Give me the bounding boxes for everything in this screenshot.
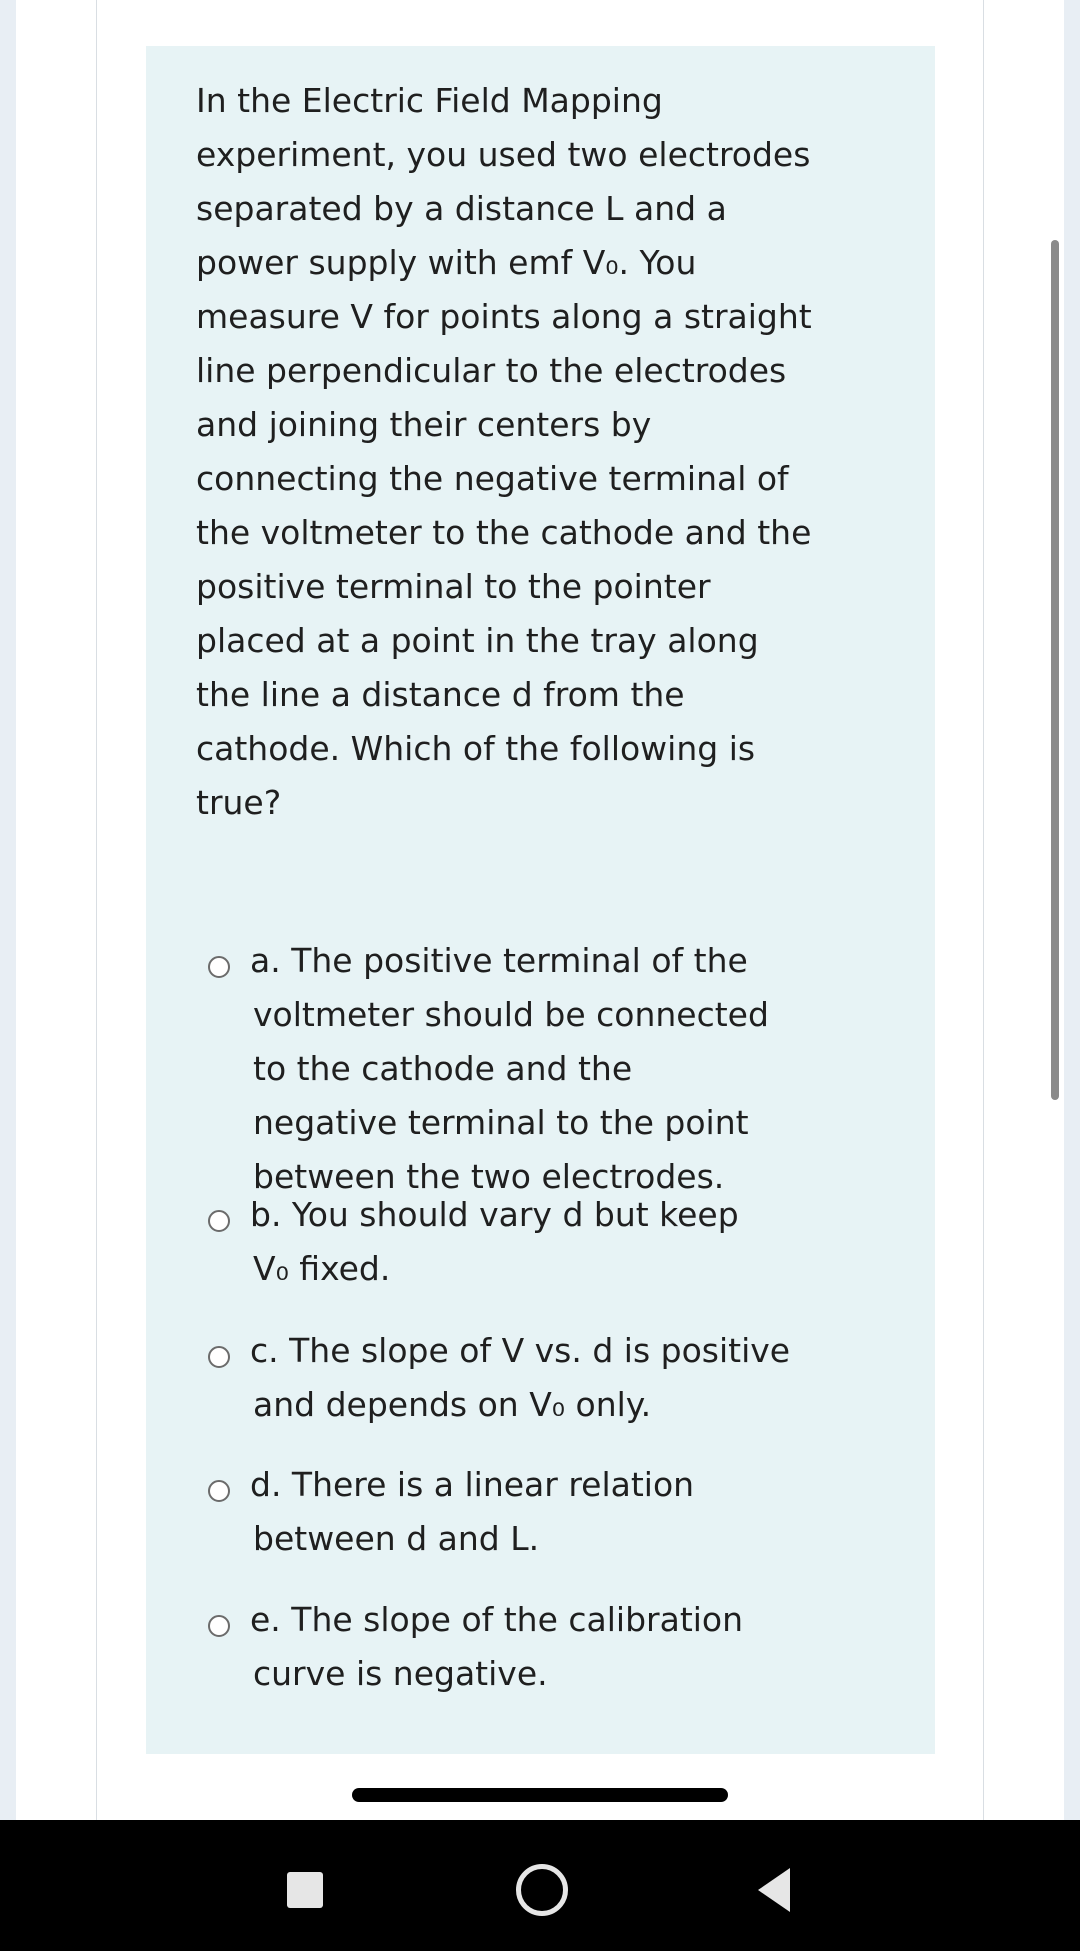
triangle-back-icon[interactable] <box>758 1868 790 1912</box>
answer-text-d <box>250 1458 850 1566</box>
radio-button-e[interactable] <box>208 1615 230 1637</box>
answer-line: curve is negative. <box>253 1654 548 1693</box>
question-line: line perpendicular to the electrodes <box>196 351 787 390</box>
question-line: true? <box>196 783 282 822</box>
answer-line: c. The slope of V vs. d is positive <box>250 1331 791 1370</box>
answer-text-c <box>250 1324 850 1432</box>
answer-line: and depends on V₀ only. <box>253 1385 652 1424</box>
answer-line: a. The positive terminal of the <box>250 941 748 980</box>
question-line: the line a distance d from the <box>196 675 685 714</box>
answer-line: d. There is a linear relation <box>250 1465 695 1504</box>
radio-button-c[interactable] <box>208 1346 230 1368</box>
question-line: placed at a point in the tray along <box>196 621 759 660</box>
question-line: experiment, you used two electrodes <box>196 135 811 174</box>
answer-line: to the cathode and the <box>253 1049 633 1088</box>
answer-line: e. The slope of the calibration <box>250 1600 744 1639</box>
question-line: cathode. Which of the following is <box>196 729 756 768</box>
question-line: In the Electric Field Mapping <box>196 81 663 120</box>
question-line: positive terminal to the pointer <box>196 567 711 606</box>
question-line: the voltmeter to the cathode and the <box>196 513 812 552</box>
radio-button-d[interactable] <box>208 1480 230 1502</box>
system-navigation-bar <box>0 1820 1080 1951</box>
left-gutter <box>16 0 96 1820</box>
answer-line: voltmeter should be connected <box>253 995 769 1034</box>
question-line: and joining their centers by <box>196 405 652 444</box>
circle-icon[interactable] <box>516 1864 568 1916</box>
radio-button-a[interactable] <box>208 956 230 978</box>
radio-button-b[interactable] <box>208 1210 230 1232</box>
answer-line: between the two electrodes. <box>253 1157 725 1196</box>
question-text <box>196 74 896 830</box>
scrollbar[interactable] <box>1051 240 1059 1100</box>
answer-text-b <box>250 1188 850 1296</box>
home-indicator-bar[interactable] <box>352 1788 728 1802</box>
question-line: power supply with emf V₀. You <box>196 243 697 282</box>
question-container <box>146 46 935 1754</box>
answer-line: between d and L. <box>253 1519 540 1558</box>
answer-text-e <box>250 1593 850 1701</box>
answer-line: V₀ fixed. <box>253 1249 391 1288</box>
answer-line: negative terminal to the point <box>253 1103 749 1142</box>
question-line: measure V for points along a straight <box>196 297 812 336</box>
answer-line: b. You should vary d but keep <box>250 1195 739 1234</box>
answer-text-a <box>250 934 850 1204</box>
square-icon[interactable] <box>287 1872 323 1908</box>
question-line: connecting the negative terminal of <box>196 459 789 498</box>
question-line: separated by a distance L and a <box>196 189 727 228</box>
